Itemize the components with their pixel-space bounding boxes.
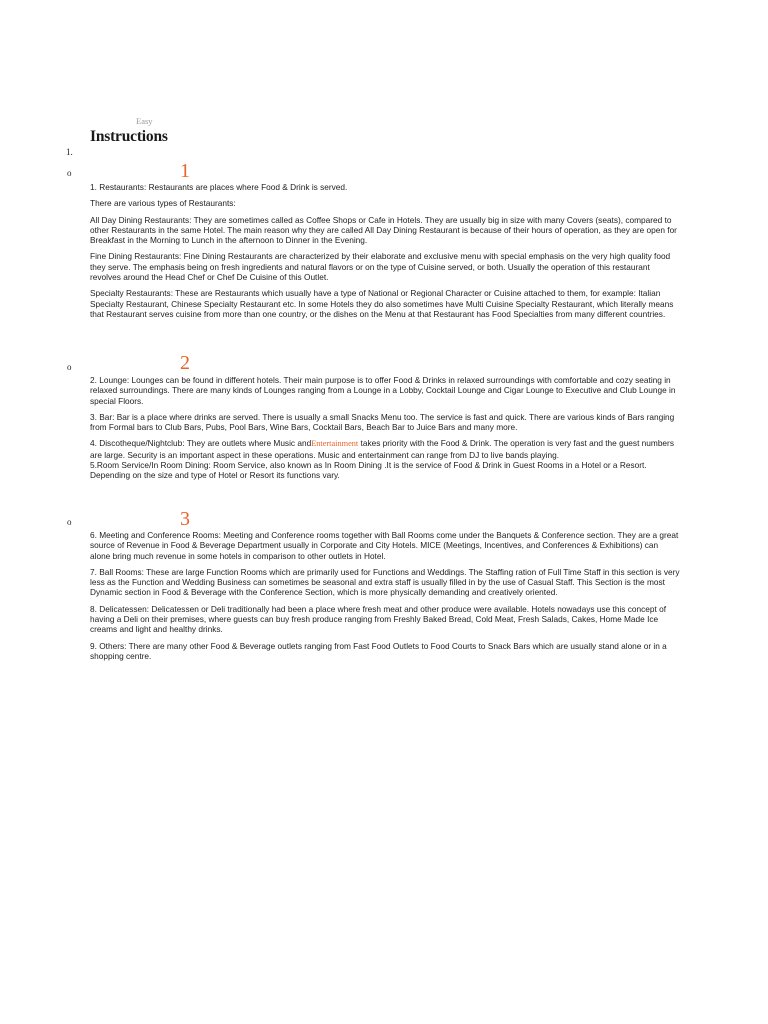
step-1-content bbox=[90, 182, 680, 325]
step-number: 2 bbox=[180, 352, 190, 374]
paragraph: 7. Ball Rooms: These are large Function Rooms which are primarily used for Functions and Weddings. The Staffing ration of Full Time Staff in this section is very less as the Function and Wedding Business can sometimes be seasonal and extra staff is usually filled in by the use of Casual Staff. This Section is the most Dynamic section in Food & Beverage with the Conference Section, which is more physically demanding and creatively oriented. bbox=[90, 566, 680, 598]
discotheque-text-cont: takes priority with the Food & Drink. The operation is very fast and the guest numbers are large. Security is an important aspect in these operations. Music and entertainment can range from DJ to live bands playing. bbox=[90, 438, 674, 460]
paragraph: There are various types of Restaurants: bbox=[90, 198, 236, 209]
paragraph: 9. Others: There are many other Food & Beverage outlets ranging from Fast Food Outlets to Food Courts to Snack Bars which are usually stand alone or in a shopping centre. bbox=[90, 640, 667, 661]
paragraph: Specialty Restaurants: These are Restaurants which usually have a type of National or Regional Character or Cuisine attached to them, for example: Italian Specialty Restaurant, Chinese Specialty Restaurant etc. In some Hotels they do also sometimes have Multi Cuisine Specialty Restaurant, which literally means that Restaurant serves cuisine from more than one country, or the dishes on the Menu at that Restaurant has Food Specialties from many different countries. bbox=[90, 288, 674, 319]
paragraph: Fine Dining Restaurants: Fine Dining Restaurants are characterized by their elaborate and exclusive menu with special emphasis on the very high quality food they serve. The emphasis being on fresh ingredients and natural flavors or on the type of Cuisine served, or both. Usually the operation of this restaurant revolves around the Head Chef or Chef De Cuisine of this Outlet. bbox=[90, 251, 671, 283]
step-number: 3 bbox=[180, 508, 190, 530]
paragraph: All Day Dining Restaurants: They are sometimes called as Coffee Shops or Cafe in Hotels. They are usually big in size with many Covers (seats), compared to other Restaurants in the same Hotel. The main reason why they are called All Day Dining Restaurant is because of their hours of operation, as they are open for Breakfast in the Morning to Lunch in the afternoon to Dinner in the Evening. bbox=[90, 214, 677, 246]
paragraph: 1. Restaurants: Restaurants are places where Food & Drink is served. bbox=[90, 182, 348, 192]
step-2-content bbox=[90, 375, 680, 487]
highlighted-word: Entertainment bbox=[311, 439, 359, 449]
difficulty-label: Easy bbox=[136, 116, 153, 126]
bullet-marker: o bbox=[67, 362, 72, 372]
paragraph: 8. Delicatessen: Delicatessen or Deli traditionally had been a place where fresh meat and other produce were available. Hotels nowadays use this concept of having a Deli on their premises, where guests can buy fresh produce ranging from Freshly Baked Bread, Cold Meat, Fresh Salads, Cakes, Home Made Ice creams and light and healthy drinks. bbox=[90, 603, 667, 635]
page-title: Instructions bbox=[90, 128, 168, 145]
paragraph: 3. Bar: Bar is a place where drinks are served. There is usually a small Snacks Menu too. The service is fast and quick. There are various kinds of Bars ranging from Formal bars to Club Bars, Pubs, Pool Bars, Wine Bars, Cocktail Bars, Beach Bar to Juice Bars and many more. bbox=[90, 411, 675, 433]
paragraph: 6. Meeting and Conference Rooms: Meeting and Conference rooms together with Ball Rooms come under the Banquets & Conference section. They are a great source of Revenue in Food & Beverage Department usually in Corporate and City Hotels. MICE (Meetings, Incentives, and Conferences & Exhibitions) can alone bring much revenue in some hotels in comparison to other outlets in Hotel. bbox=[90, 530, 679, 561]
bullet-marker: o bbox=[67, 168, 72, 178]
step-number: 1 bbox=[180, 160, 190, 182]
list-marker: 1. bbox=[66, 147, 73, 157]
paragraph: 5.Room Service/In Room Dining: Room Service, also known as In Room Dining .It is the service of Food & Drink in Guest Rooms in a Hotel or a Resort. Depending on the size and type of Hotel or Resort its functions vary. bbox=[90, 460, 647, 481]
paragraph: 2. Lounge: Lounges can be found in different hotels. Their main purpose is to offer Food & Drinks in relaxed surroundings with comfortable and cozy seating in relaxed surroundings. There are many kinds of Lounges ranging from a Lounge in a Lobby, Cocktail Lounge and Cigar Lounge to Executive and Club Lounge in special Floors. bbox=[90, 375, 676, 406]
discotheque-text: 4. Discotheque/Nightclub: They are outlets where Music and bbox=[90, 438, 312, 449]
paragraph bbox=[90, 438, 680, 460]
bullet-marker: o bbox=[67, 517, 72, 527]
step-3-content bbox=[90, 530, 680, 667]
